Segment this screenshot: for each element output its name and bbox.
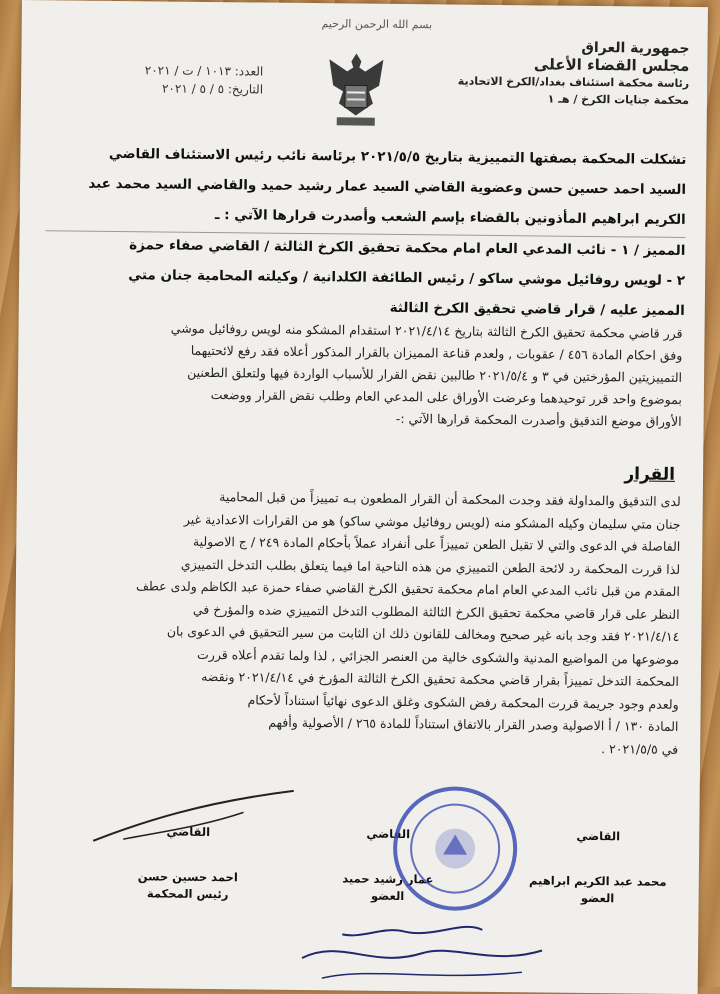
signature-name: عمار رشيد حميد: [313, 870, 463, 889]
decision-line: لذا قررت المحكمة رد لائحة الطعن التمييزي من هذه الناحية اما فيما يتعلق بطلب التدخل التمييزي: [40, 552, 680, 581]
decision-line: المادة ١٣٠ / أ الاصولية وصدر القرار بالاتفاق استناداً للمادة ٢٦٥ / الأصولية وأفهم: [38, 709, 678, 738]
summary-line: التمييزيتين المؤرختين في ٣ و ٢٠٢١/٥/٤ طالبين نقض القرار للأسباب الواردة فيها ولتعلق الطعنين: [42, 360, 682, 389]
court-formation-paragraph: [46, 138, 687, 235]
signature-role: القاضي: [113, 823, 263, 842]
intro-line: السيد احمد حسين حسن وعضوية القاضي السيد عمار رشيد حميد والقاضي السيد محمد عبد: [46, 168, 686, 205]
appellant-2: ٢ - لويس روفائيل موشي ساكو / رئيس الطائفة الكلدانية / وكيلته المحامية جنان متي: [45, 266, 685, 289]
case-number: العدد: ١٠١٣ / ت / ٢٠٢١: [63, 60, 263, 80]
summary-line: الأوراق موضع التدقيق وأصدرت المحكمة قرارها الآتي :-: [42, 404, 682, 433]
summary-line: وفق احكام المادة ٤٥٦ / عقوبات , ولعدم قناعة المميزان بالقرار المذكور أعلاه فقد رفع لائحتيهما: [42, 338, 682, 367]
case-date: التاريخ: ٥ / ٥ / ٢٠٢١: [63, 78, 263, 98]
basmala: بسم الله الرحمن الرحيم: [312, 17, 442, 31]
presidency-name: رئاسة محكمة استئناف بغداد/الكرخ الاتحادية: [389, 72, 689, 92]
signature-name: احمد حسين حسن: [113, 868, 263, 887]
signature-title: العضو: [313, 887, 463, 906]
signature-member-2: [513, 827, 684, 908]
signature-title: رئيس المحكمة: [113, 885, 263, 904]
intro-line: الكريم ابراهيم المأذونين بالقضاء بإسم الشعب وأصدرت قرارها الآتي : ـ: [46, 198, 686, 235]
court-decision-document: [12, 0, 708, 994]
decision-line: ولعدم وجود جريمة قررت المحكمة رفض الشكوى وغلق الدعوى نهائياً استناداً لأحكام: [39, 687, 679, 716]
decision-heading: القرار: [624, 464, 675, 485]
signature-president: [113, 823, 264, 904]
decision-line: جنان متي سليمان وكيله المشكو منه (لويس روفائيل موشي ساكو) هو من القرارات الاعدادية غير: [40, 507, 680, 536]
appellant-1: المميز / ١ - نائب المدعي العام امام محكمة تحقيق الكرخ الثالثة / القاضي صفاء حمزة: [45, 236, 685, 259]
decision-line: ٢٠٢١/٤/١٤ فقد وجد بانه غير صحيح ومخالف للقانون ذلك ان الثابت من سير التحقيق في الدعوى بان: [39, 619, 679, 648]
council-name: مجلس القضاء الأعلى: [389, 55, 689, 75]
respondent: المميز عليه / قرار قاضي تحقيق الكرخ الثالثة: [45, 296, 685, 319]
iraq-eagle-emblem-icon: [321, 45, 392, 136]
decision-line: لدى التدقيق والمداولة فقد وجدت المحكمة أن القرار المطعون بـه تمييزاً من قبل المحامية: [41, 484, 681, 513]
decision-paragraph: [38, 484, 681, 761]
court-name: محكمة جنايات الكرخ / هـ ١: [389, 89, 689, 109]
decision-line: النظر على قرار قاضي محكمة تحقيق الكرخ الثالثة المطلوب التدخل التمييزي ضده والمؤرخ في: [40, 597, 680, 626]
signature-role: القاضي: [513, 827, 683, 846]
case-summary-paragraph: [42, 316, 683, 433]
header-institution: [389, 38, 690, 109]
decision-line: الفاصلة في الدعوى والتي لا تقبل الطعن تمييزاً على أنفراد عملاً بأحكام المادة ٢٤٩ / ج الاصولية: [40, 529, 680, 558]
signature-title: العضو: [513, 889, 683, 908]
country-name: جمهورية العراق: [389, 38, 689, 58]
summary-line: بموضوع واحد قرر توحيدهما وعرضت الأوراق على المدعي العام وطلب نقض القرار ووضعت: [42, 382, 682, 411]
decision-line: في ٢٠٢١/٥/٥ .: [38, 732, 678, 761]
intro-line: تشكلت المحكمة بصفتها التمييزية بتاريخ ٢٠٢١/٥/٥ برئاسة نائب رئيس الاستئناف القاضي: [46, 138, 686, 175]
decision-line: المحكمة التدخل تمييزاً بقرار قاضي محكمة تحقيق الكرخ الثالثة المؤرخ في ٢٠٢١/٤/١٤ ونقضه: [39, 664, 679, 693]
summary-line: قرر قاضي محكمة تحقيق الكرخ الثالثة بتاريخ ٢٠٢١/٤/١٤ استقدام المشكو منه لويس روفائيل موشي: [42, 316, 682, 345]
header-reference: [63, 60, 263, 98]
official-stamp-icon: [390, 784, 519, 913]
signature-name: محمد عبد الكريم ابراهيم: [513, 872, 683, 891]
signature-role: القاضي: [313, 825, 463, 844]
decision-line: موضوعها من المواضيع المدنية والشكوى خالية من العنصر الجزائي , لذا ولما تقدم أعلاه قررت: [39, 642, 679, 671]
decision-line: المقدم من قبل نائب المدعي العام امام محكمة تحقيق الكرخ القاضي صفاء حمزة عبد الكاظم ولدى عطف: [40, 574, 680, 603]
handwritten-certification-icon: [282, 908, 563, 991]
